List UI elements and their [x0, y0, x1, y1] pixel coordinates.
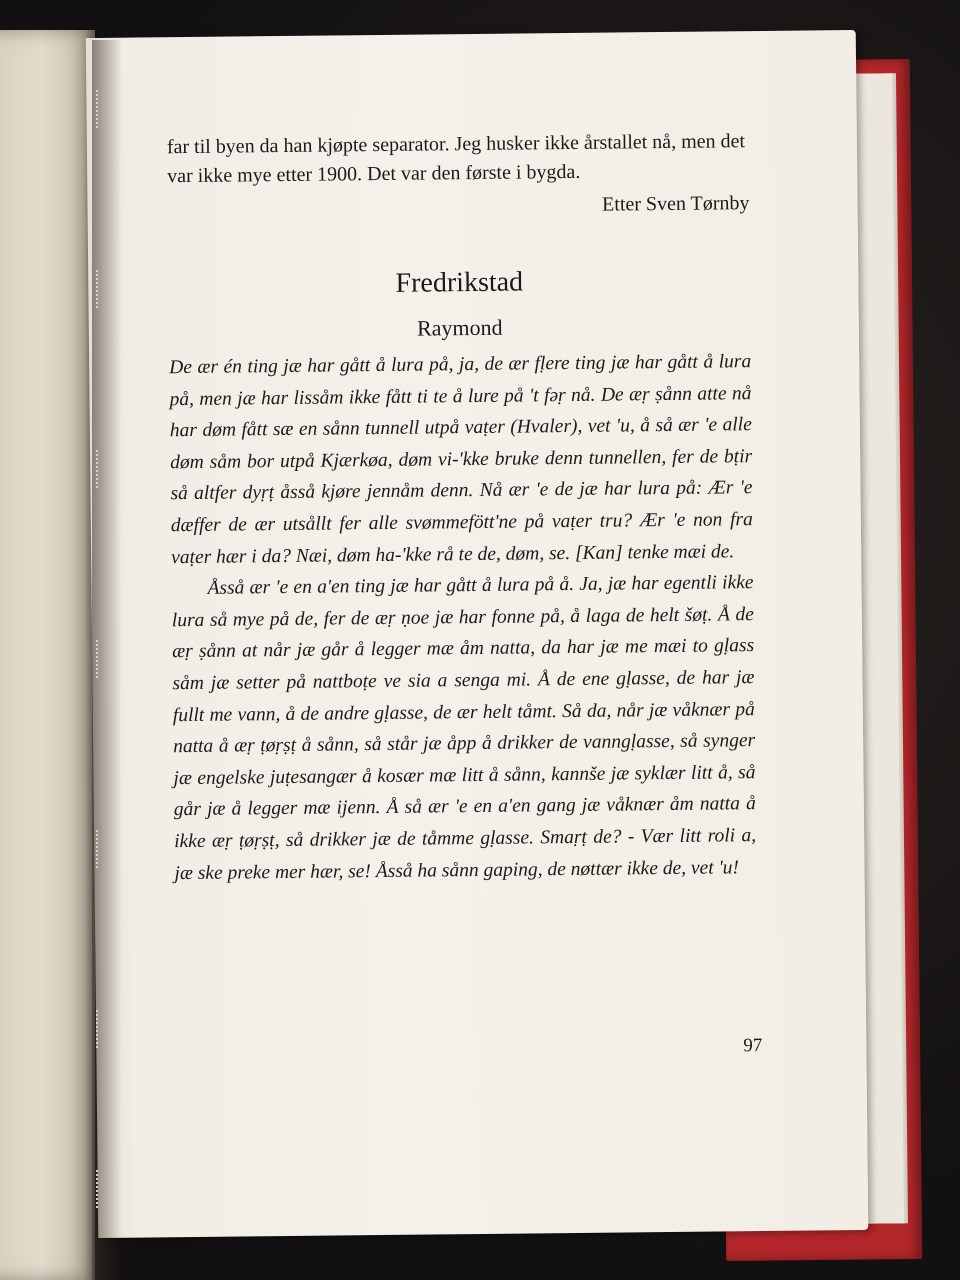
speaker-name: Raymond: [416, 314, 503, 341]
page-content: [167, 127, 757, 889]
binding-stitch: [96, 1170, 104, 1208]
attribution: Etter Sven Tørnby: [602, 192, 750, 216]
story-paragraph-1: De ær én ting jæ har gått å lura på, ja, de ær fḷere ting jæ har gått å lura på, men jæ har lissåm ikke fått ti te å lure på 't fəṛ nå. De æṛ ṣånn atte nå har døm fått sæ en sånn tunnell utpå vaṭer (Hvaler), vet 'u, å så ær 'e alle døm såm bor utpå Kjærkøa, døm vi-'kke bruke denn tunnellen, fer de bṭir så altfer dyṛṭ åsså kjøre jennåm denn. Nå ær 'e de jæ har lura på: Ær 'e dæffer de ær utsållt fer alle svømmefött'ne på vaṭer tru? Ær 'e non fra vaṭer hær i da? Næi, døm ha-'kke rå te de, døm, se. [Kan] tenke mæi de.: [169, 351, 753, 568]
binding-stitch: [96, 270, 104, 308]
binding-stitch: [96, 90, 104, 128]
binding-stitch: [96, 640, 104, 678]
binding-stitch: [96, 450, 104, 488]
story-paragraph-2: Åsså ær 'e en a'en ting jæ har gått å lura på å. Ja, jæ har egentli ikke lura så mye på de, fer de æṛ ṇoe jæ har fonne på, å laga de helt šøṭ. Å de æṛ ṣånn at når jæ går å legger mæ åm natta, da har jæ me mæi to gḷass såm jæ setter på nattboṭe ve sia a senga mi. Å de ene gḷasse, de har jæ fullt me vann, å de andre gḷasse, de ær helt tåmt. Så da, når jæ våknær på natta å æṛ ṭøṛṣṭ å sånn, så står jæ åpp å drikker de vanngḷasse, så synger jæ engelske juṭesangær å kosær mæ litt å sånn, kannše jæ syklær litt å, så går jæ å legger mæ ijenn. Å så ær 'e en a'en gang jæ våknær åm natta å ikke æṛ ṭøṛṣṭ, så drikker jæ de tåmme gḷasse. Smaṛṭ de? - Vær litt roli a, jæ ske preke mer hær, se! Åsså ha sånn gaping, de nøttær ikke de, vet 'u!: [171, 572, 757, 884]
book-page: [86, 30, 869, 1238]
left-page-edge: [0, 30, 95, 1280]
page-number: 97: [743, 1035, 763, 1057]
section-title: Fredrikstad: [395, 266, 524, 299]
dialect-story: [169, 346, 757, 889]
binding-stitch: [96, 830, 104, 868]
binding-stitch: [96, 1010, 104, 1048]
top-paragraph: far til byen da han kjøpte separator. Jeg husker ikke årstallet nå, men det var ikke mye etter 1900. Det var den første i bygda.: [166, 130, 746, 188]
